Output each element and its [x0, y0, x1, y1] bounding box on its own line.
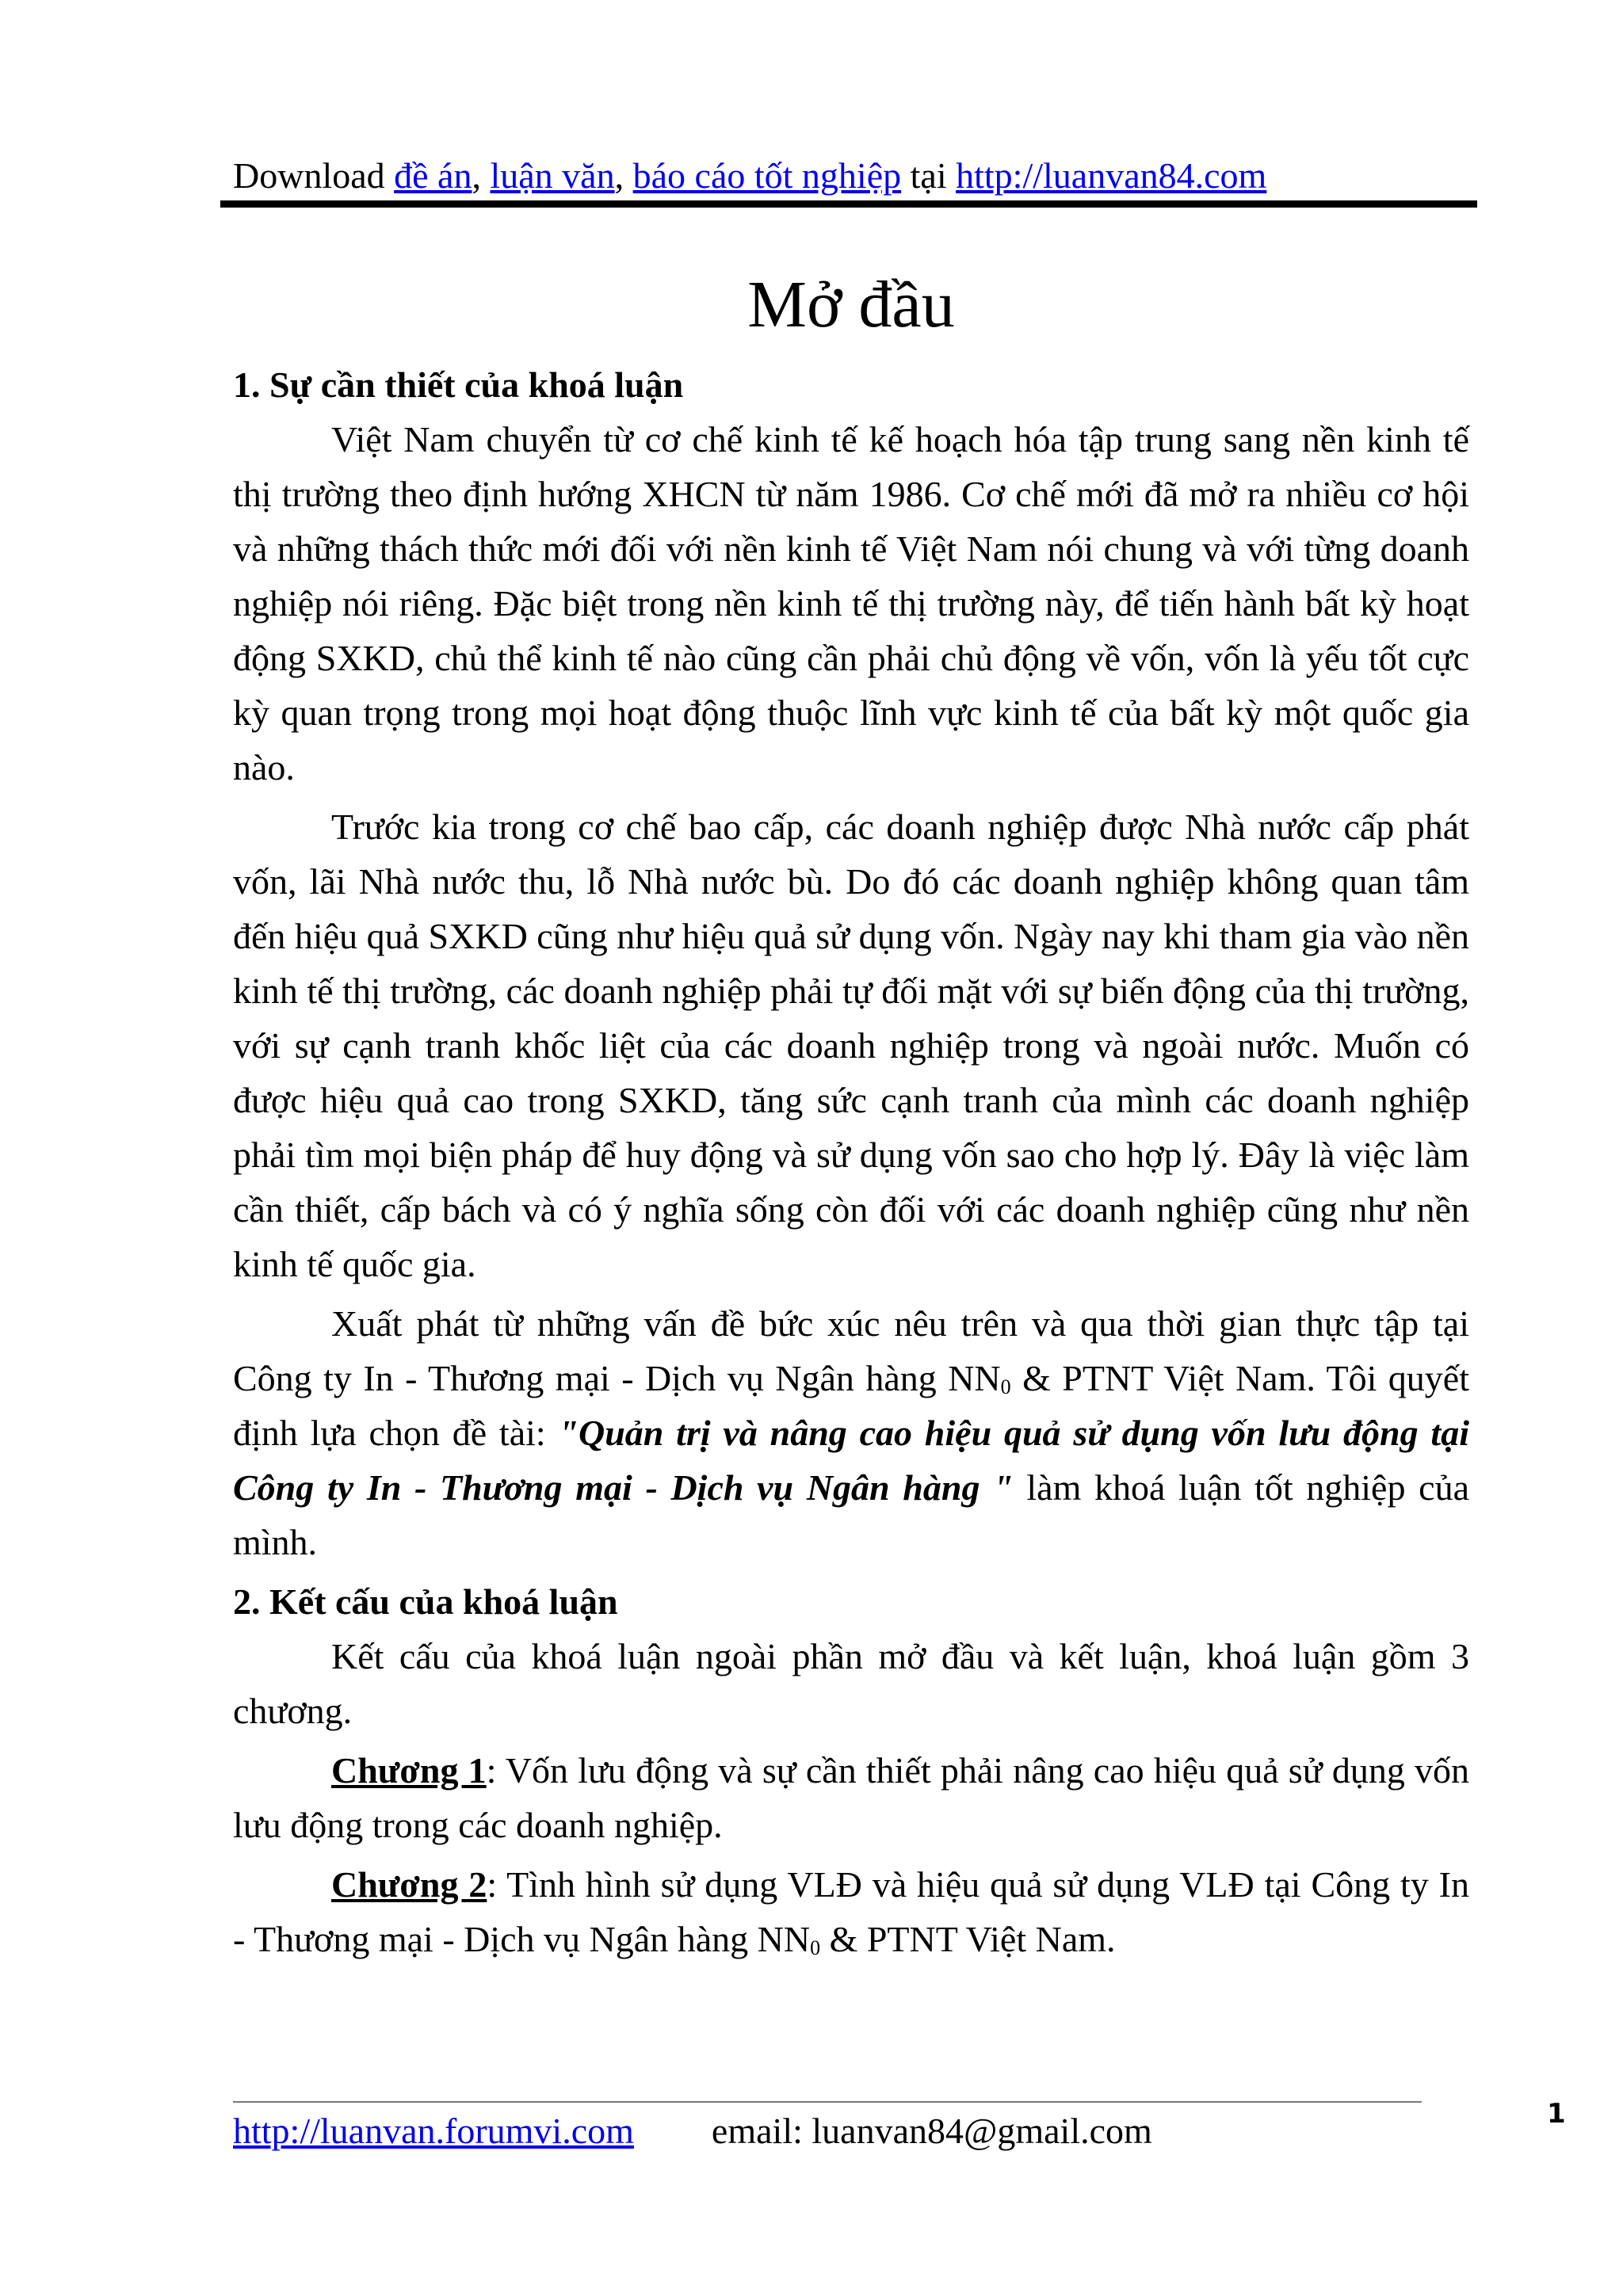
link-luanvan84[interactable]: http://luanvan84.com [956, 155, 1267, 196]
paragraph-text: & PTNT Việt Nam. Tôi quyết định lựa chọn đề tài: [233, 1358, 1469, 1453]
section-2-paragraph-1: Kết cấu của khoá luận ngoài phần mở đầu và kết luận, khoá luận gồm 3 chương. [233, 1636, 1469, 1731]
chapter-1-label: Chương 1 [331, 1750, 487, 1791]
chapter-2-description [233, 1857, 1469, 1966]
section-1-paragraph-2: Trước kia trong cơ chế bao cấp, các doanh nghiệp được Nhà nước cấp phát vốn, lãi Nhà nước thu, lỗ Nhà nước bù. Do đó các doanh nghiệp không quan tâm đến hiệu quả SXKD cũng như hiệu quả sử dụng vốn. Ngày nay khi tham gia vào nền kinh tế thị trường, các doanh nghiệp phải tự đối mặt với sự biến động của thị trường, với sự cạnh tranh khốc liệt của các doanh nghiệp trong và ngoài nước. Muốn có được hiệu quả cao trong SXKD, tăng sức cạnh tranh của mình các doanh nghiệp phải tìm mọi biện pháp để huy động và sử dụng vốn sao cho hợp lý. Đây là việc làm cần thiết, cấp bách và có ý nghĩa sống còn đối với các doanh nghiệp cũng như nền kinh tế quốc gia. [233, 807, 1469, 1284]
section-1-heading: 1. Sự cần thiết của khoá luận [233, 364, 684, 405]
chapter-2-label: Chương 2 [331, 1864, 487, 1905]
header-separator: , [472, 155, 491, 196]
paragraph-text: làm khoá luận tốt nghiệp của mình. [233, 1467, 1469, 1562]
link-bao-cao-tot-nghiep[interactable]: báo cáo tốt nghiệp [632, 155, 902, 196]
link-de-an[interactable]: đề án [394, 155, 472, 196]
header-separator: , [614, 155, 633, 196]
footer-email: email: luanvan84@gmail.com [711, 2111, 1152, 2151]
section-1-paragraph-3 [233, 1296, 1469, 1569]
chapter-1-text: : Vốn lưu động và sự cần thiết phải nâng cao hiệu quả sử dụng vốn lưu động trong các doanh nghiệp. [233, 1750, 1469, 1845]
page-title: Mở đầu [747, 268, 955, 341]
header-divider [220, 200, 1477, 208]
header-mid-text: tại [901, 155, 957, 196]
chapter-2-text: : Tình hình sử dụng VLĐ và hiệu quả sử dụng VLĐ tại Công ty In - Thương mại - Dịch vụ Ngân hàng NN [233, 1864, 1469, 1959]
chapter-2-text: & PTNT Việt Nam. [820, 1919, 1116, 1959]
document-body [233, 357, 1469, 1971]
subscript: 0 [810, 1936, 821, 1959]
subscript: 0 [1000, 1375, 1011, 1398]
chapter-1-description [233, 1743, 1469, 1852]
page-footer [233, 2106, 1469, 2157]
page-number: 1 [1547, 2098, 1566, 2130]
link-luan-van[interactable]: luận văn [490, 155, 615, 196]
page-header [233, 151, 1469, 201]
header-prefix: Download [233, 155, 395, 196]
section-1-paragraph-1: Việt Nam chuyển từ cơ chế kinh tế kế hoạch hóa tập trung sang nền kinh tế thị trường theo định hướng XHCN từ năm 1986. Cơ chế mới đã mở ra nhiều cơ hội và những thách thức mới đối với nền kinh tế Việt Nam nói chung và với từng doanh nghiệp nói riêng. Đặc biệt trong nền kinh tế thị trường này, để tiến hành bất kỳ hoạt động SXKD, chủ thể kinh tế nào cũng cần phải chủ động về vốn, vốn là yếu tốt cực kỳ quan trọng trong mọi hoạt động thuộc lĩnh vực kinh tế của bất kỳ một quốc gia nào. [233, 419, 1469, 788]
footer-forum-link[interactable]: http://luanvan.forumvi.com [233, 2111, 634, 2151]
thesis-topic-title: "Quản trị và nâng cao hiệu quả sử dụng vốn lưu động tại Công ty In - Thương mại - Dịch vụ Ngân hàng " [233, 1413, 1469, 1508]
footer-divider [233, 2101, 1422, 2103]
paragraph-text: Xuất phát từ những vấn đề bức xúc nêu trên và qua thời gian thực tập tại Công ty In - Thương mại - Dịch vụ Ngân hàng NN [233, 1303, 1469, 1398]
section-2-heading: 2. Kết cấu của khoá luận [233, 1581, 618, 1622]
